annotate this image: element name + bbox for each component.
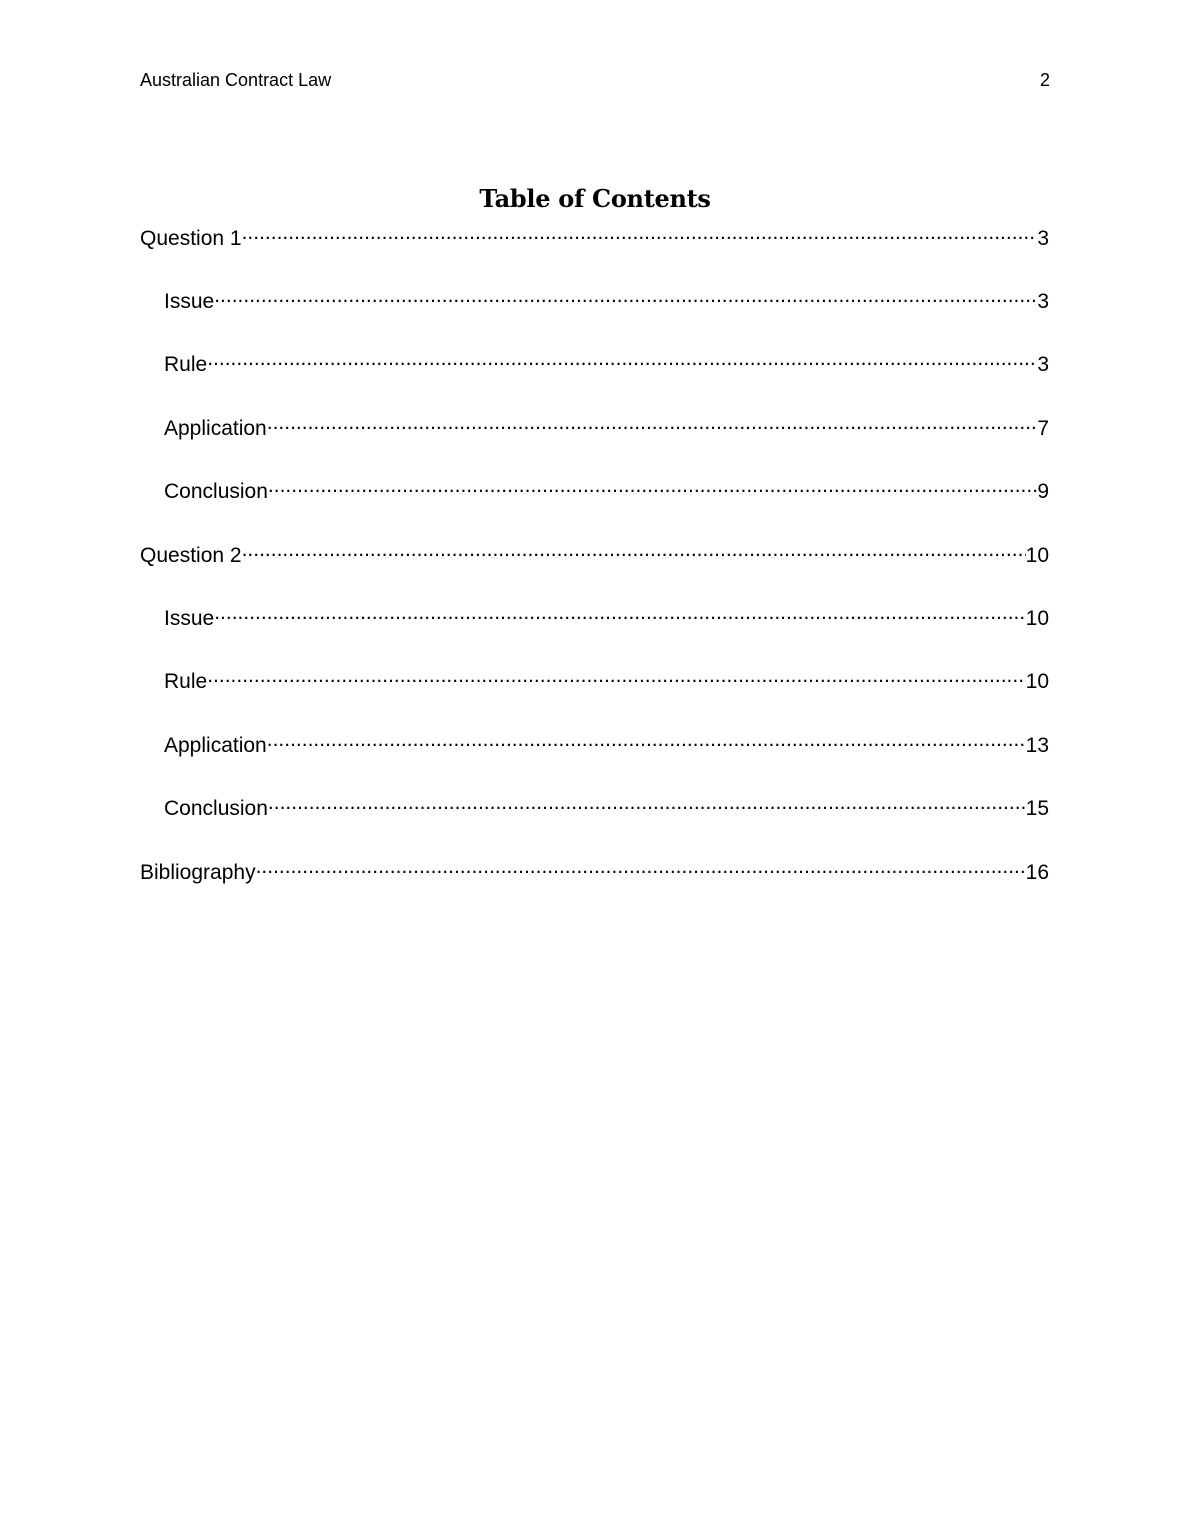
dot-leader	[207, 350, 1037, 371]
dot-leader	[242, 541, 1026, 562]
toc-entry-page: 9	[1037, 480, 1049, 503]
header-title: Australian Contract Law	[140, 70, 332, 90]
toc-entry-page: 13	[1025, 734, 1049, 757]
dot-leader	[268, 477, 1037, 498]
dot-leader	[214, 604, 1025, 625]
dot-leader	[242, 224, 1038, 245]
toc-entry-q1-conclusion[interactable]	[164, 477, 1049, 505]
toc-entry-page: 10	[1025, 544, 1049, 567]
toc-entry-label: Bibliography	[140, 861, 256, 884]
toc-entry-q2-rule[interactable]	[164, 667, 1049, 695]
toc-entry-q2-issue[interactable]	[164, 604, 1049, 632]
toc-entry-q1-application[interactable]	[164, 414, 1049, 442]
toc-entry-label: Rule	[164, 353, 208, 376]
page-header	[140, 70, 1050, 94]
toc-entry-label: Question 2	[140, 544, 242, 567]
toc-entry-question-1[interactable]	[140, 224, 1049, 252]
toc-entry-label: Issue	[164, 290, 215, 313]
toc-entry-bibliography[interactable]	[140, 858, 1049, 886]
toc-entry-page: 3	[1037, 353, 1049, 376]
toc-entry-question-2[interactable]	[140, 541, 1049, 569]
toc-entry-page: 3	[1037, 290, 1049, 313]
toc-entry-label: Conclusion	[164, 797, 268, 820]
toc-entry-q1-rule[interactable]	[164, 350, 1049, 378]
dot-leader	[267, 414, 1038, 435]
toc-entry-page: 15	[1025, 797, 1049, 820]
dot-leader	[256, 858, 1026, 879]
toc-entry-q1-issue[interactable]	[164, 287, 1049, 315]
toc-entry-page: 7	[1037, 417, 1049, 440]
toc-entry-label: Rule	[164, 670, 208, 693]
toc-entry-page: 10	[1025, 607, 1049, 630]
toc-entry-q2-application[interactable]	[164, 731, 1049, 759]
toc-entry-label: Application	[164, 417, 267, 440]
toc-entry-label: Application	[164, 734, 267, 757]
dot-leader	[214, 287, 1037, 308]
toc-entry-label: Conclusion	[164, 480, 268, 503]
dot-leader	[207, 667, 1025, 688]
toc-entry-page: 3	[1037, 227, 1049, 250]
header-page-number: 2	[1039, 70, 1050, 90]
toc-entry-label: Question 1	[140, 227, 242, 250]
dot-leader	[267, 731, 1026, 752]
toc-heading: Table of Contents	[479, 184, 711, 213]
toc-entry-q2-conclusion[interactable]	[164, 794, 1049, 822]
toc-entry-label: Issue	[164, 607, 215, 630]
dot-leader	[268, 794, 1026, 815]
toc-entry-page: 10	[1025, 670, 1049, 693]
toc-entry-page: 16	[1025, 861, 1049, 884]
